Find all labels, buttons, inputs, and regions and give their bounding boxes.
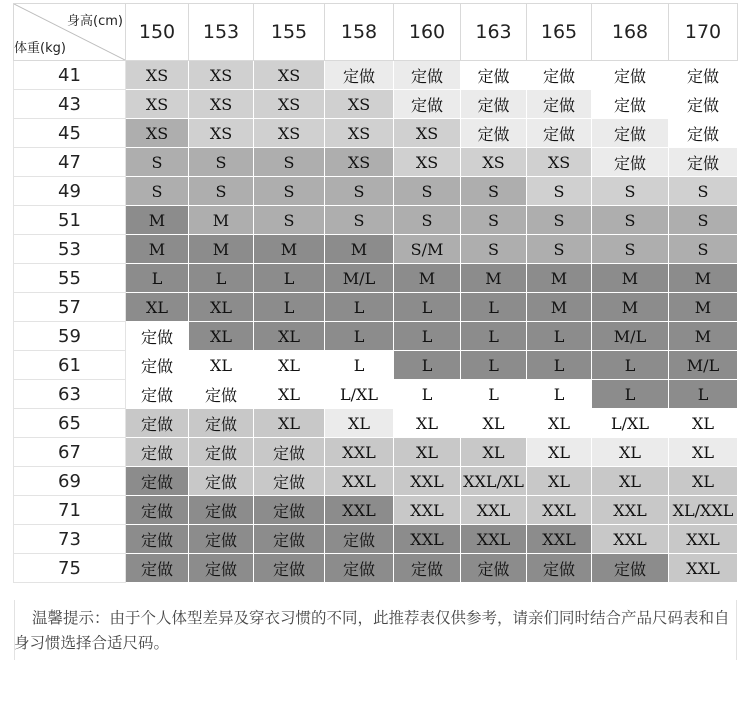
- weight-label: 55: [14, 264, 126, 293]
- size-cell: L: [254, 293, 325, 322]
- size-cell: 定做: [189, 554, 254, 583]
- size-cell: XL: [527, 409, 592, 438]
- size-cell: L: [254, 264, 325, 293]
- size-cell: S: [461, 206, 527, 235]
- table-row: [14, 148, 738, 177]
- height-header-row: [14, 4, 738, 61]
- size-cell: XXL/XL: [461, 467, 527, 496]
- size-cell: XS: [126, 90, 189, 119]
- weight-label: 73: [14, 525, 126, 554]
- size-cell: XL: [189, 322, 254, 351]
- size-cell: 定做: [669, 148, 738, 177]
- weight-label: 47: [14, 148, 126, 177]
- size-cell: XL: [394, 409, 461, 438]
- size-cell: XS: [189, 61, 254, 90]
- table-row: [14, 438, 738, 467]
- size-recommendation-table: [13, 3, 738, 583]
- height-header-168: 168: [592, 4, 669, 61]
- size-cell: XL: [254, 380, 325, 409]
- size-cell: S: [394, 206, 461, 235]
- size-cell: XL: [669, 409, 738, 438]
- size-cell: 定做: [461, 554, 527, 583]
- size-cell: XS: [527, 148, 592, 177]
- height-header-153: 153: [189, 4, 254, 61]
- size-cell: S: [325, 177, 394, 206]
- size-cell: 定做: [592, 61, 669, 90]
- height-header-170: 170: [669, 4, 738, 61]
- size-cell: 定做: [527, 119, 592, 148]
- size-cell: XL: [461, 438, 527, 467]
- size-cell: S: [592, 235, 669, 264]
- height-header-163: 163: [461, 4, 527, 61]
- size-cell: M/L: [325, 264, 394, 293]
- size-cell: L: [669, 380, 738, 409]
- size-cell: XL: [461, 409, 527, 438]
- table-row: [14, 467, 738, 496]
- weight-axis-label: 体重(kg): [14, 41, 66, 56]
- size-cell: XL: [254, 351, 325, 380]
- size-cell: S: [189, 177, 254, 206]
- weight-label: 41: [14, 61, 126, 90]
- size-cell: S: [592, 177, 669, 206]
- size-cell: M: [126, 235, 189, 264]
- size-cell: M: [394, 264, 461, 293]
- size-cell: XS: [394, 148, 461, 177]
- size-cell: S: [254, 206, 325, 235]
- size-cell: XXL: [394, 496, 461, 525]
- height-header-160: 160: [394, 4, 461, 61]
- table-row: [14, 496, 738, 525]
- size-cell: XXL: [527, 525, 592, 554]
- weight-label: 71: [14, 496, 126, 525]
- size-cell: L: [325, 322, 394, 351]
- size-cell: 定做: [126, 322, 189, 351]
- size-cell: XXL: [461, 496, 527, 525]
- table-row: [14, 409, 738, 438]
- size-cell: 定做: [461, 90, 527, 119]
- size-cell: L: [189, 264, 254, 293]
- size-cell: 定做: [189, 409, 254, 438]
- table-row: [14, 351, 738, 380]
- table-row: [14, 61, 738, 90]
- size-cell: XS: [254, 61, 325, 90]
- size-cell: XL: [592, 467, 669, 496]
- size-cell: 定做: [254, 467, 325, 496]
- size-cell: XXL: [394, 467, 461, 496]
- size-cell: 定做: [254, 438, 325, 467]
- size-cell: 定做: [394, 554, 461, 583]
- size-cell: XL: [254, 322, 325, 351]
- size-cell: 定做: [189, 467, 254, 496]
- size-cell: M: [592, 293, 669, 322]
- size-cell: XS: [394, 119, 461, 148]
- size-cell: S/M: [394, 235, 461, 264]
- size-cell: XS: [254, 90, 325, 119]
- weight-label: 67: [14, 438, 126, 467]
- size-cell: 定做: [592, 148, 669, 177]
- size-cell: XS: [126, 61, 189, 90]
- table-row: [14, 177, 738, 206]
- size-cell: XS: [126, 119, 189, 148]
- size-cell: XS: [325, 148, 394, 177]
- size-cell: XXL: [394, 525, 461, 554]
- size-cell: M/L: [669, 351, 738, 380]
- size-cell: 定做: [669, 119, 738, 148]
- size-cell: 定做: [126, 554, 189, 583]
- weight-label: 49: [14, 177, 126, 206]
- table-row: [14, 206, 738, 235]
- size-cell: S: [592, 206, 669, 235]
- size-cell: S: [126, 148, 189, 177]
- size-cell: XXL: [461, 525, 527, 554]
- table-row: [14, 380, 738, 409]
- size-cell: XS: [189, 90, 254, 119]
- size-cell: XXL: [592, 525, 669, 554]
- size-cell: L: [461, 351, 527, 380]
- size-cell: 定做: [126, 380, 189, 409]
- size-cell: XS: [254, 119, 325, 148]
- size-cell: 定做: [325, 525, 394, 554]
- table-row: [14, 293, 738, 322]
- table-body: [14, 61, 738, 583]
- weight-label: 75: [14, 554, 126, 583]
- size-cell: S: [325, 206, 394, 235]
- size-cell: XL: [189, 293, 254, 322]
- size-cell: L/XL: [592, 409, 669, 438]
- size-cell: M: [126, 206, 189, 235]
- size-cell: 定做: [527, 554, 592, 583]
- size-cell: 定做: [189, 380, 254, 409]
- size-cell: L: [394, 380, 461, 409]
- height-header-158: 158: [325, 4, 394, 61]
- size-cell: 定做: [461, 119, 527, 148]
- size-cell: 定做: [669, 61, 738, 90]
- table-row: [14, 119, 738, 148]
- weight-label: 57: [14, 293, 126, 322]
- size-cell: S: [669, 206, 738, 235]
- size-cell: 定做: [527, 61, 592, 90]
- height-axis-label: 身高(cm): [67, 14, 123, 29]
- size-cell: XL: [592, 438, 669, 467]
- size-cell: S: [669, 177, 738, 206]
- size-cell: S: [527, 177, 592, 206]
- size-cell: 定做: [325, 554, 394, 583]
- size-cell: 定做: [126, 467, 189, 496]
- size-cell: L: [461, 380, 527, 409]
- size-tip-note: 温馨提示：由于个人体型差异及穿衣习惯的不同，此推荐表仅供参考，请亲们同时结合产品尺码表和自身习惯选择合适尺码。: [14, 609, 730, 652]
- size-cell: S: [461, 177, 527, 206]
- size-cell: XL: [325, 409, 394, 438]
- size-cell: 定做: [126, 438, 189, 467]
- size-cell: L: [592, 351, 669, 380]
- size-cell: L: [325, 293, 394, 322]
- size-cell: M: [592, 264, 669, 293]
- size-cell: S: [461, 235, 527, 264]
- size-cell: 定做: [126, 496, 189, 525]
- size-cell: XL: [669, 467, 738, 496]
- weight-label: 43: [14, 90, 126, 119]
- size-cell: S: [189, 148, 254, 177]
- table-row: [14, 525, 738, 554]
- size-cell: M: [527, 293, 592, 322]
- size-cell: S: [527, 235, 592, 264]
- size-cell: XL: [394, 438, 461, 467]
- size-cell: 定做: [325, 61, 394, 90]
- size-cell: M: [669, 293, 738, 322]
- table-row: [14, 235, 738, 264]
- size-cell: L: [394, 351, 461, 380]
- weight-label: 45: [14, 119, 126, 148]
- size-cell: XS: [189, 119, 254, 148]
- size-cell: XXL: [325, 496, 394, 525]
- size-cell: XL: [189, 351, 254, 380]
- size-cell: M: [189, 235, 254, 264]
- size-cell: 定做: [394, 61, 461, 90]
- table-row: [14, 264, 738, 293]
- size-cell: S: [669, 235, 738, 264]
- size-cell: XL: [126, 293, 189, 322]
- size-cell: 定做: [126, 409, 189, 438]
- size-cell: XL/XXL: [669, 496, 738, 525]
- size-cell: 定做: [189, 496, 254, 525]
- size-cell: XS: [461, 148, 527, 177]
- size-cell: L: [527, 322, 592, 351]
- weight-label: 61: [14, 351, 126, 380]
- size-cell: M: [527, 264, 592, 293]
- size-cell: XL: [527, 438, 592, 467]
- size-cell: L: [394, 322, 461, 351]
- size-cell: 定做: [126, 351, 189, 380]
- size-cell: L: [126, 264, 189, 293]
- size-cell: XS: [325, 90, 394, 119]
- size-cell: XXL: [527, 496, 592, 525]
- size-cell: S: [254, 148, 325, 177]
- size-cell: L: [592, 380, 669, 409]
- weight-label: 51: [14, 206, 126, 235]
- size-cell: XXL: [669, 554, 738, 583]
- size-cell: S: [254, 177, 325, 206]
- size-cell: XL: [669, 438, 738, 467]
- size-cell: XL: [527, 467, 592, 496]
- size-cell: M: [189, 206, 254, 235]
- size-cell: M: [669, 322, 738, 351]
- size-cell: 定做: [254, 554, 325, 583]
- size-cell: S: [126, 177, 189, 206]
- size-cell: 定做: [527, 90, 592, 119]
- size-cell: M/L: [592, 322, 669, 351]
- table-row: [14, 90, 738, 119]
- weight-label: 63: [14, 380, 126, 409]
- size-cell: L/XL: [325, 380, 394, 409]
- weight-label: 69: [14, 467, 126, 496]
- size-cell: S: [527, 206, 592, 235]
- size-cell: XXL: [325, 467, 394, 496]
- size-cell: 定做: [592, 90, 669, 119]
- size-cell: 定做: [126, 525, 189, 554]
- note-border-right: [736, 600, 737, 660]
- size-cell: M: [254, 235, 325, 264]
- size-cell: L: [461, 293, 527, 322]
- size-cell: M: [669, 264, 738, 293]
- size-cell: 定做: [592, 554, 669, 583]
- size-cell: S: [394, 177, 461, 206]
- size-cell: L: [527, 380, 592, 409]
- table-corner: [14, 4, 126, 61]
- size-cell: XS: [325, 119, 394, 148]
- size-cell: 定做: [189, 438, 254, 467]
- size-cell: L: [325, 351, 394, 380]
- size-cell: XXL: [669, 525, 738, 554]
- weight-label: 53: [14, 235, 126, 264]
- height-header-150: 150: [126, 4, 189, 61]
- size-cell: M: [325, 235, 394, 264]
- size-cell: 定做: [461, 61, 527, 90]
- size-cell: 定做: [592, 119, 669, 148]
- size-cell: L: [394, 293, 461, 322]
- size-cell: XL: [254, 409, 325, 438]
- height-header-155: 155: [254, 4, 325, 61]
- size-cell: XXL: [592, 496, 669, 525]
- size-cell: L: [527, 351, 592, 380]
- size-cell: L: [461, 322, 527, 351]
- table-row: [14, 322, 738, 351]
- size-cell: M: [461, 264, 527, 293]
- size-cell: 定做: [669, 90, 738, 119]
- height-header-165: 165: [527, 4, 592, 61]
- size-cell: 定做: [189, 525, 254, 554]
- size-cell: 定做: [254, 525, 325, 554]
- size-cell: 定做: [394, 90, 461, 119]
- size-cell: 定做: [254, 496, 325, 525]
- weight-label: 59: [14, 322, 126, 351]
- weight-label: 65: [14, 409, 126, 438]
- table-row: [14, 554, 738, 583]
- size-cell: XXL: [325, 438, 394, 467]
